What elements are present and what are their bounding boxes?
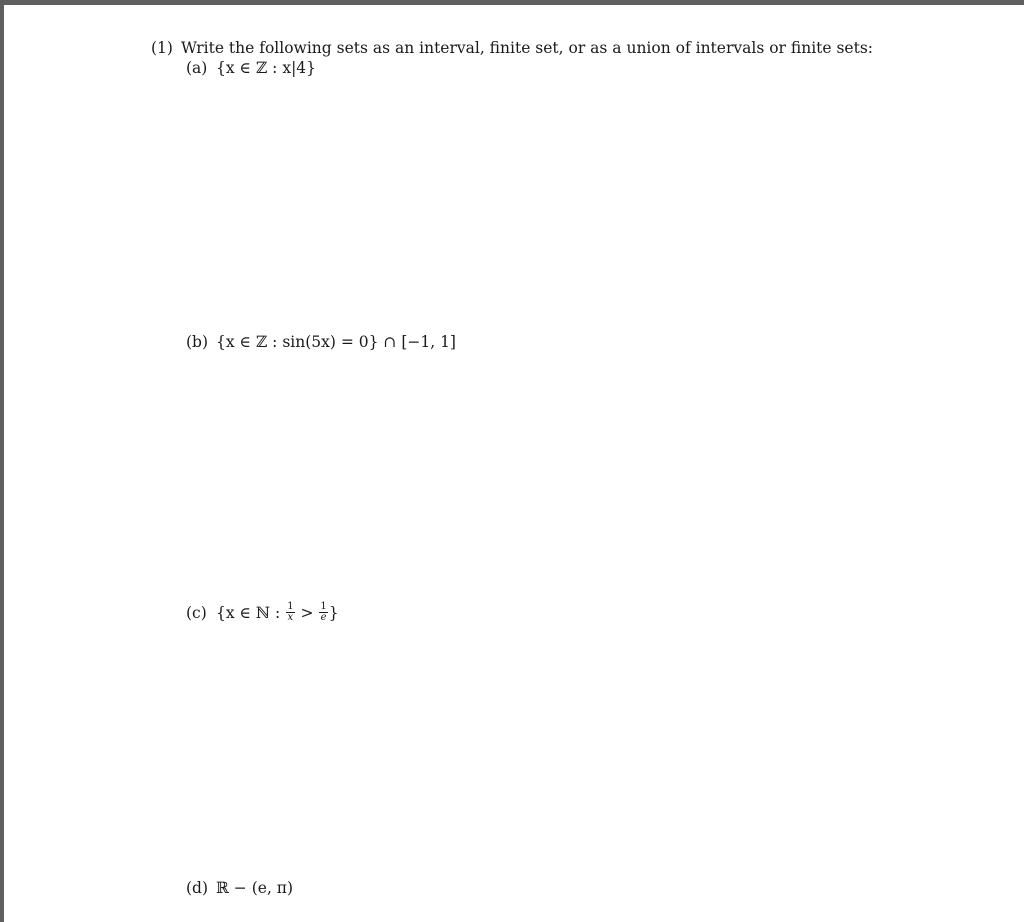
fraction-numerator: 1 [287,600,294,612]
fraction-one-over-e [319,602,327,623]
part-c-expression [216,600,339,625]
fraction-denominator: x [287,611,294,623]
fraction-denominator: e [320,611,327,623]
fraction-one-over-x [286,602,294,623]
part-a-expression: {x ∈ ℤ : x|4} [216,59,317,77]
fraction-numerator: 1 [320,600,327,612]
problem-instruction: Write the following sets as an interval, finite set, or as a union of intervals or finite sets: [181,39,874,57]
part-c-close: } [328,604,339,622]
part-c-relation: > [295,604,319,622]
part-c-label: (c) [186,604,207,622]
part-c-open: {x ∈ ℕ : [216,604,286,622]
part-a-label: (a) [186,59,208,77]
problem-number: (1) [151,39,173,57]
part-d-label: (d) [186,879,209,897]
part-b-expression: {x ∈ ℤ : sin(5x) = 0} ∩ [−1, 1] [216,333,456,351]
document-page [4,5,1024,922]
part-b-label: (b) [186,333,209,351]
part-d-expression: ℝ − (e, π) [216,879,294,897]
